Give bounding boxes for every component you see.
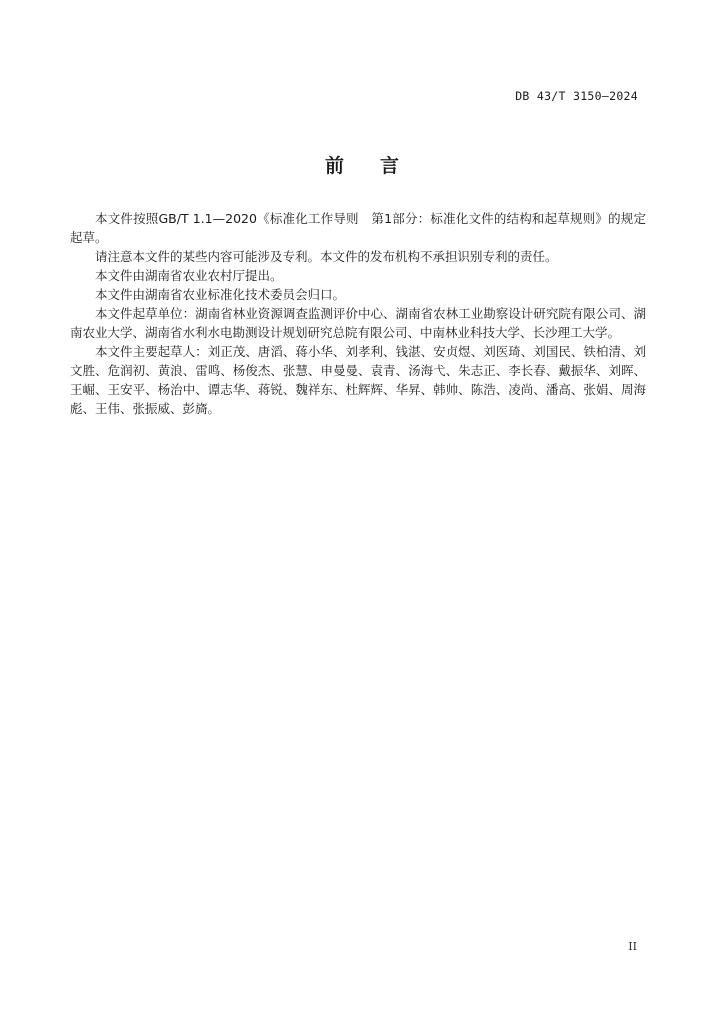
paragraph-drafting-units: 本文件起草单位：湖南省林业资源调查监测评价中心、湖南省农林工业勘察设计研究院有限公司、湖南农业大学、湖南省水利水电勘测设计规划研究总院有限公司、中南林业科技大学、长沙理工大学。 (70, 306, 646, 340)
page-title: 前言 (324, 155, 435, 177)
foreword-body (70, 209, 646, 418)
paragraph-drafting-rules: 本文件按照GB/T 1.1—2020《标准化工作导则 第1部分：标准化文件的结构和起草规则》的规定起草。 (70, 211, 646, 245)
document-code: DB 43/T 3150—2024 (515, 89, 638, 103)
paragraph-centralized-unit: 本文件由湖南省农业标准化技术委员会归口。 (95, 287, 346, 302)
paragraph-drafters: 本文件主要起草人：刘正茂、唐滔、蒋小华、刘孝利、钱湛、安贞煜、刘医琦、刘国民、铁柏清、刘文胜、危润初、黄浪、雷鸣、杨俊杰、张慧、申曼曼、袁青、汤海弋、朱志正、李长春、戴振华、刘晖、王崛、王安平、杨治中、谭志华、蒋锐、魏祥东、杜辉辉、华昇、韩帅、陈浩、凌尚、潘高、张娟、周海彪、王伟、张振威、彭旖。 (70, 344, 646, 416)
paragraph-proposer: 本文件由湖南省农业农村厅提出。 (95, 268, 283, 283)
page-number: II (628, 940, 637, 953)
paragraph-patent-notice: 请注意本文件的某些内容可能涉及专利。本文件的发布机构不承担识别专利的责任。 (95, 249, 558, 264)
